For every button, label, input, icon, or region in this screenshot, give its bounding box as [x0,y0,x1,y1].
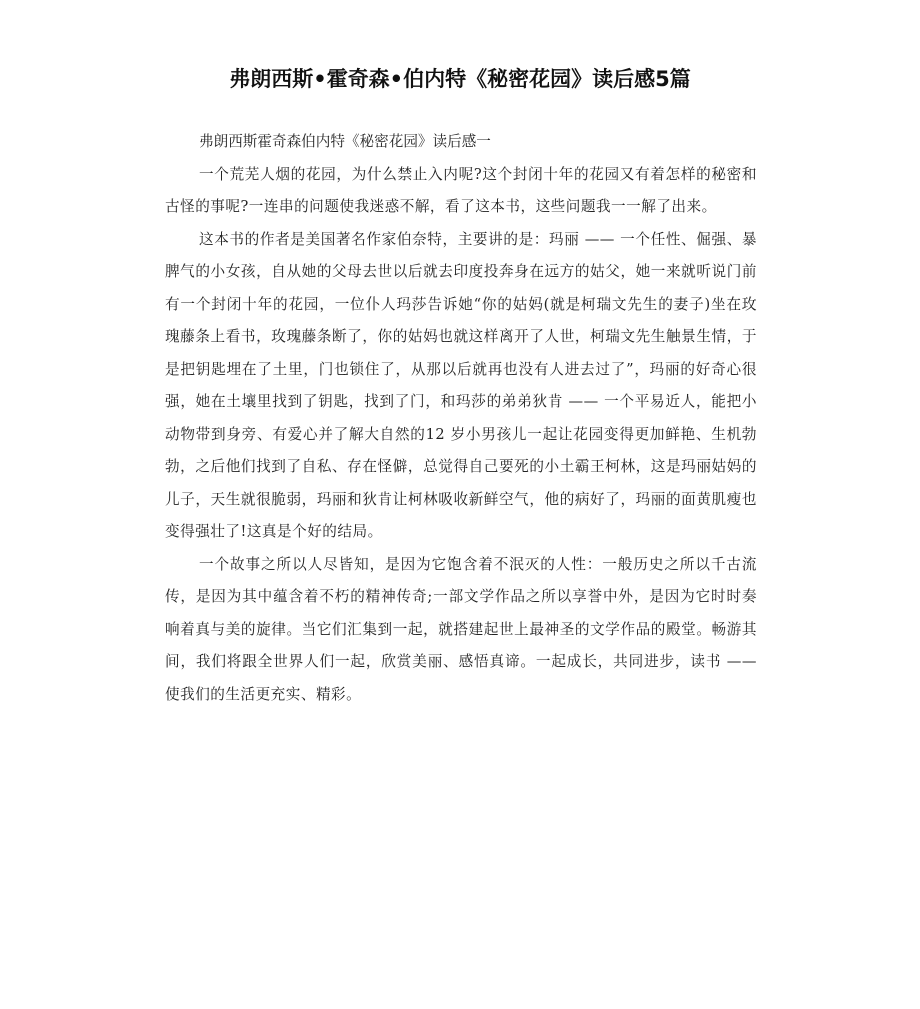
section-heading: 弗朗西斯霍奇森伯内特《秘密花园》读后感一 [199,133,491,150]
document-body [165,126,757,711]
paragraph-reflection: 一个故事之所以人尽皆知，是因为它饱含着不泯灭的人性：一般历史之所以千古流传，是因为其中蕴含着不朽的精神传奇;一部文学作品之所以享誉中外，是因为它时时奏响着真与美的旋律。当它们汇集到一起，就搭建起世上最神圣的文学作品的殿堂。畅游其间，我们将跟全世界人们一起，欣赏美丽、感悟真谛。一起成长，共同进步，读书 —— 使我们的生活更充实、精彩。 [165,555,757,703]
paragraph-intro: 一个荒芜人烟的花园，为什么禁止入内呢?这个封闭十年的花园又有着怎样的秘密和古怪的事呢?一连串的问题使我迷惑不解，看了这本书，这些问题我一一解了出来。 [165,165,757,215]
paragraph-summary: 这本书的作者是美国著名作家伯奈特，主要讲的是：玛丽 —— 一个任性、倔强、暴脾气的小女孩，自从她的父母去世以后就去印度投奔身在远方的姑父，她一来就听说门前有一个封闭十年的花园，一位仆人玛莎告诉她“你的姑妈(就是柯瑞文先生的妻子)坐在玫瑰藤条上看书，玫瑰藤条断了，你的姑妈也就这样离开了人世，柯瑞文先生触景生情，于是把钥匙埋在了土里，门也锁住了，从那以后就再也没有人进去过了”，玛丽的好奇心很强，她在土壤里找到了钥匙，找到了门，和玛莎的弟弟狄肯 —— 一个平易近人，能把小动物带到身旁、有爱心并了解大自然的12 岁小男孩儿一起让花园变得更加鲜艳、生机勃勃，之后他们找到了自私、存在怪僻，总觉得自己要死的小土霸王柯林，这是玛丽姑妈的儿子，天生就很脆弱，玛丽和狄肯让柯林吸收新鲜空气，他的病好了，玛丽的面黄肌瘦也变得强壮了!这真是个好的结局。 [165,230,757,540]
document-title: 弗朗西斯•霍奇森•伯内特《秘密花园》读后感5篇 [229,67,691,91]
